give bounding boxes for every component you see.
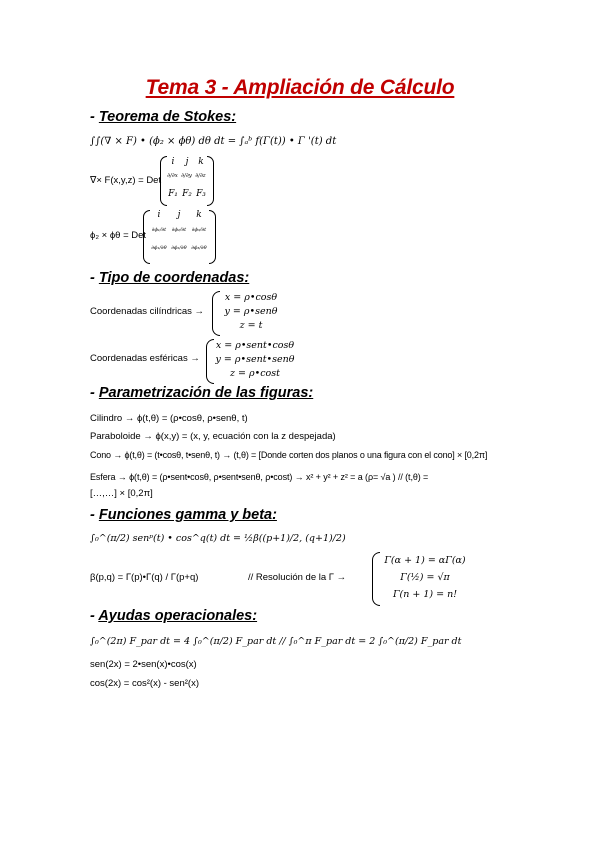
curl-cell: ∂/∂z bbox=[195, 173, 206, 179]
section-ayudas-label: Ayudas operacionales: bbox=[98, 608, 258, 624]
stokes-formula: ∫∫(∇ × F) • (ϕ₂ × ϕθ) dθ dt = ∫ₐᵇ f(Γ(t)) • Γ '(t) dt bbox=[90, 136, 337, 147]
curl-matrix-right-paren bbox=[207, 156, 214, 206]
curl-cell: ∂/∂x bbox=[167, 173, 178, 179]
section-stokes-label: Teorema de Stokes: bbox=[98, 109, 237, 125]
curl-cell: k bbox=[198, 157, 204, 167]
param-cono: Cono → ϕ(t,θ) = (t•cosθ, t•senθ, t) → (t,θ) = [Donde corten dos planos o una figura con el cono] × [0,2π] bbox=[90, 450, 488, 460]
section-gamma-label: Funciones gamma y beta: bbox=[98, 507, 277, 523]
gamma-prop-2: Γ(½) = √π bbox=[400, 572, 450, 583]
ayudas-cos2x: cos(2x) = cos²(x) - sen²(x) bbox=[90, 678, 199, 689]
curl-prefix: ∇× F(x,y,z) = Det bbox=[90, 175, 162, 186]
cross-cell: ∂ϕ₃/∂θ bbox=[191, 245, 207, 251]
cross-matrix-right-paren bbox=[209, 210, 216, 264]
param-esfera-line2: […,…] × [0,2π] bbox=[90, 488, 153, 499]
spherical-brace bbox=[206, 339, 214, 384]
cross-prefix: ϕ₂ × ϕθ = Det bbox=[90, 230, 147, 241]
cross-cell: ∂ϕ₃/∂t bbox=[191, 227, 207, 233]
section-gamma-dash: - bbox=[90, 507, 99, 523]
ayudas-integral: ∫₀^(2π) F_par dt = 4 ∫₀^(π/2) F_par dt // ∫₀^π F_par dt = 2 ∫₀^(π/2) F_par dt bbox=[90, 636, 462, 647]
cross-cell: ∂ϕ₂/∂θ bbox=[171, 245, 187, 251]
curl-cell: i bbox=[171, 157, 175, 167]
spherical-z: z = ρ•cost bbox=[230, 368, 280, 379]
section-param-label: Parametrización de las figuras: bbox=[98, 385, 314, 401]
section-param-heading bbox=[90, 385, 313, 401]
gamma-prop-1: Γ(α + 1) = αΓ(α) bbox=[384, 555, 466, 566]
cylindrical-x: x = ρ•cosθ bbox=[224, 292, 278, 303]
param-paraboloide: Paraboloide → ϕ(x,y) = (x, y, ecuación con la z despejada) bbox=[90, 431, 336, 442]
spherical-x: x = ρ•sent•cosθ bbox=[215, 340, 295, 351]
cross-cell: ∂ϕ₂/∂t bbox=[171, 227, 187, 233]
spherical-label: Coordenadas esféricas → bbox=[90, 353, 200, 364]
section-coords-heading bbox=[90, 270, 249, 286]
cross-cell: i bbox=[157, 210, 161, 220]
section-coords-dash: - bbox=[90, 270, 99, 286]
gamma-integral: ∫₀^(π/2) senᵖ(t) • cos^q(t) dt = ½β((p+1)/2, (q+1)/2) bbox=[90, 533, 346, 544]
section-coords-label: Tipo de coordenadas: bbox=[98, 270, 250, 286]
section-stokes-heading bbox=[90, 109, 236, 125]
param-esfera-line1: Esfera → ϕ(t,θ) = (ρ•sent•cosθ, ρ•sent•senθ, ρ•cost) → x² + y² + z² = a (ρ= √a ) // (t,θ) = bbox=[90, 472, 429, 482]
cross-cell: ∂ϕ₁/∂t bbox=[151, 227, 167, 233]
cross-cell: k bbox=[196, 210, 202, 220]
cross-cell: ∂ϕ₁/∂θ bbox=[151, 245, 167, 251]
page-title: Tema 3 - Ampliación de Cálculo bbox=[145, 76, 455, 99]
beta-definition: β(p,q) = Γ(p)•Γ(q) / Γ(p+q) bbox=[90, 572, 199, 583]
curl-cell: j bbox=[185, 157, 189, 167]
ayudas-sen2x: sen(2x) = 2•sen(x)•cos(x) bbox=[90, 659, 197, 670]
section-gamma-heading bbox=[90, 507, 277, 523]
cross-cell: j bbox=[177, 210, 181, 220]
section-ayudas-dash: - bbox=[90, 608, 99, 624]
cylindrical-z: z = t bbox=[239, 320, 263, 331]
section-ayudas-heading bbox=[90, 608, 257, 624]
section-param-dash: - bbox=[90, 385, 99, 401]
curl-cell: F₂ bbox=[182, 189, 192, 199]
section-stokes-dash: - bbox=[90, 109, 99, 125]
curl-cell: F₁ bbox=[168, 189, 178, 199]
gamma-prop-3: Γ(n + 1) = n! bbox=[392, 589, 458, 600]
cylindrical-brace bbox=[212, 291, 220, 336]
cylindrical-y: y = ρ•senθ bbox=[224, 306, 278, 317]
gamma-brace bbox=[372, 552, 380, 606]
curl-cell: F₃ bbox=[196, 189, 206, 199]
spherical-y: y = ρ•sent•senθ bbox=[215, 354, 295, 365]
gamma-resolution-label: // Resolución de la Γ → bbox=[248, 572, 347, 583]
cylindrical-label: Coordenadas cilíndricas → bbox=[90, 306, 205, 317]
param-cilindro: Cilindro → ϕ(t,θ) = (ρ•cosθ, ρ•senθ, t) bbox=[90, 413, 248, 424]
curl-cell: ∂/∂y bbox=[181, 173, 192, 179]
